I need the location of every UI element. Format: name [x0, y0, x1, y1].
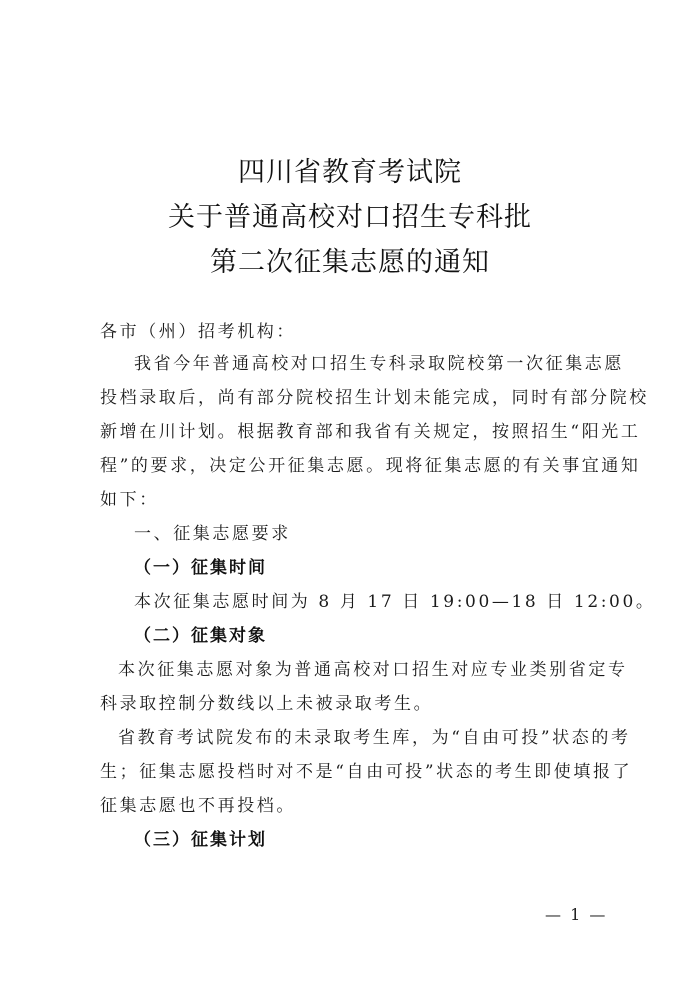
paragraph-1-line-2: 投档录取后，尚有部分院校招生计划未能完成，同时有部分院校: [100, 388, 649, 408]
subsection-3-heading: （三）征集计划: [134, 830, 267, 850]
paragraph-3-line-1: 省教育考试院发布的未录取考生库，为“自由可投”状态的考: [118, 728, 631, 748]
document-title-line-2: 关于普通高校对口招生专科批: [168, 202, 532, 233]
paragraph-1-line-1: 我省今年普通高校对口招生专科录取院校第一次征集志愿: [134, 354, 624, 374]
subsection-1-text: 本次征集志愿时间为 8 月 17 日 19:00—18 日 12:00。: [134, 592, 656, 612]
paragraph-1-line-5: 如下：: [100, 490, 159, 510]
subsection-1-heading: （一）征集时间: [134, 558, 267, 578]
document-title-line-1: 四川省教育考试院: [238, 157, 462, 188]
paragraph-1-line-4: 程”的要求，决定公开征集志愿。现将征集志愿的有关事宜通知: [100, 456, 641, 476]
paragraph-3-line-2: 生；征集志愿投档时对不是“自由可投”状态的考生即使填报了: [100, 762, 633, 782]
paragraph-3-line-3: 征集志愿也不再投档。: [100, 796, 296, 816]
page-number: — 1 —: [545, 905, 608, 924]
section-1-heading: 一、征集志愿要求: [134, 524, 291, 544]
paragraph-2-line-2: 科录取控制分数线以上未被录取考生。: [100, 694, 434, 714]
document-title-line-3: 第二次征集志愿的通知: [210, 247, 490, 278]
paragraph-1-line-3: 新增在川计划。根据教育部和我省有关规定，按照招生“阳光工: [100, 422, 641, 442]
subsection-2-heading: （二）征集对象: [134, 626, 267, 646]
paragraph-2-line-1: 本次征集志愿对象为普通高校对口招生对应专业类别省定专: [118, 660, 628, 680]
salutation: 各市（州）招考机构：: [100, 322, 296, 342]
